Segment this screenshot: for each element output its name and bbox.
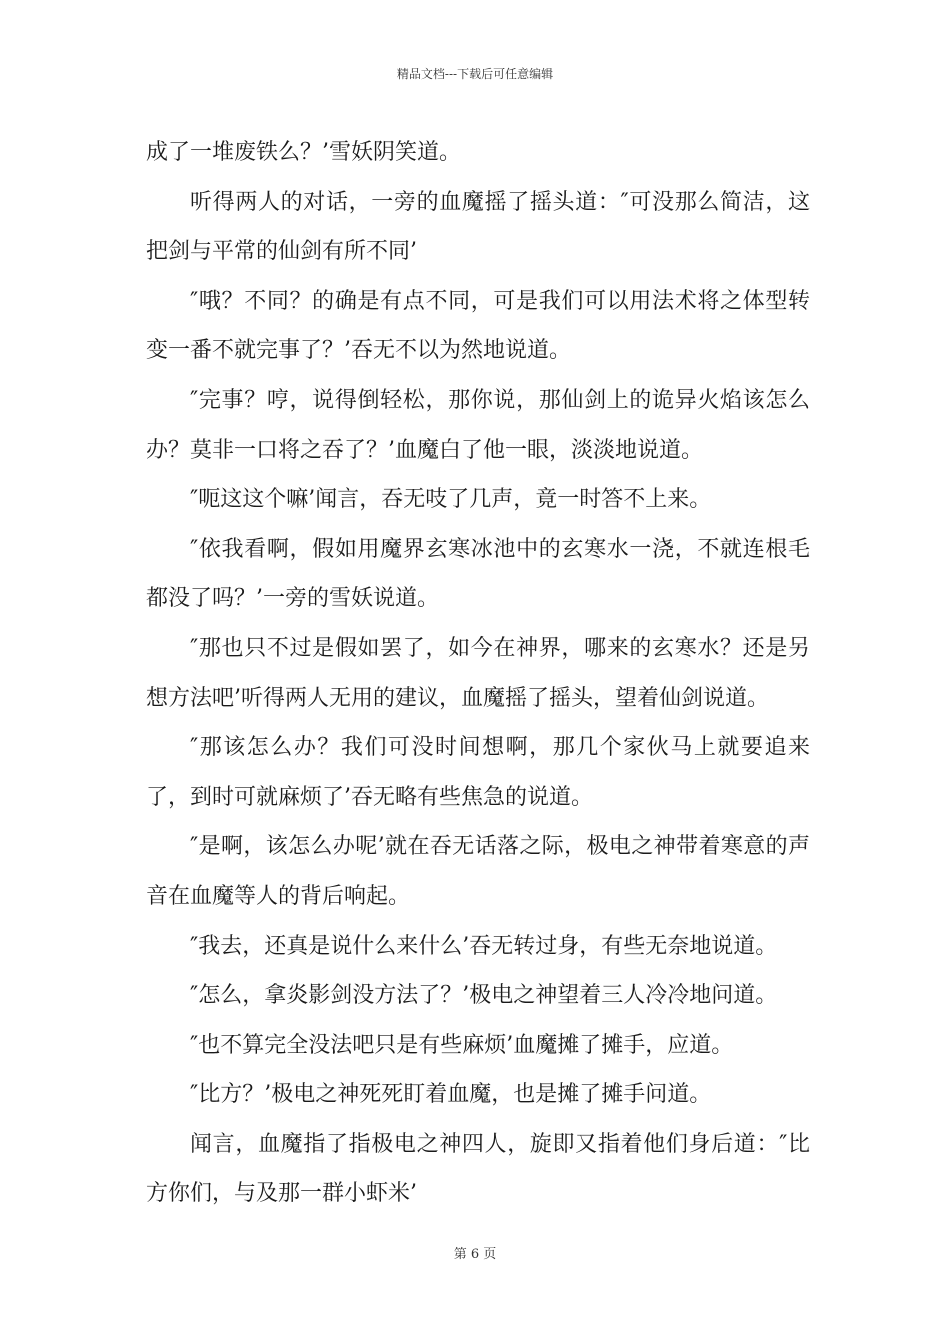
paragraph: 成了一堆废铁么？’雪妖阴笑道。 — [146, 140, 461, 165]
paragraph: ″哦？不同？的确是有点不同，可是我们可以用法术将之体型转变一番不就完事了？’吞无不以为然地说道。 — [146, 288, 810, 364]
paragraph: ″比方？’极电之神死死盯着血魔，也是摊了摊手问道。 — [190, 1082, 712, 1108]
paragraph: ″也不算完全没法吧只是有些麻烦’血魔摊了摊手，应道。 — [190, 1032, 734, 1058]
paragraph: ″呃这这个嘛’闻言，吞无吱了几声，竟一时答不上来。 — [190, 487, 712, 513]
paragraph: ″依我看啊，假如用魔界玄寒冰池中的玄寒水一浇，不就连根毛都没了吗？’一旁的雪妖说道。 — [146, 536, 810, 612]
paragraph: ″我去，还真是说什么来什么’吞无转过身，有些无奈地说道。 — [190, 933, 778, 959]
page-header: 精品文档---下载后可任意编辑 — [396, 67, 554, 81]
paragraph: ″是啊，该怎么办呢’就在吞无话落之际，极电之神带着寒意的声音在血魔等人的背后响起。 — [146, 834, 810, 909]
paragraph: ″那也只不过是假如罢了，如今在神界，哪来的玄寒水？还是另想方法吧’听得两人无用的建议，血魔摇了摇头，望着仙剑说道。 — [146, 635, 810, 711]
paragraph: ″完事？哼，说得倒轻松，那你说，那仙剑上的诡异火焰该怎么办？莫非一口将之吞了？’血魔白了他一眼，淡淡地说道。 — [146, 387, 810, 463]
paragraph: 听得两人的对话，一旁的血魔摇了摇头道：″可没那么简洁，这把剑与平常的仙剑有所不同’ — [146, 189, 810, 265]
paragraph: ″那该怎么办？我们可没时间想啊，那几个家伙马上就要追来了，到时可就麻烦了’吞无略有些焦急的说道。 — [146, 735, 810, 810]
document-body — [146, 128, 810, 1219]
paragraph: 闻言，血魔指了指极电之神四人，旋即又指着他们身后道：″比方你们，与及那一群小虾米’ — [146, 1131, 810, 1207]
page-number: 第 6 页 — [453, 1247, 497, 1262]
paragraph: ″怎么，拿炎影剑没方法了？’极电之神望着三人冷冷地问道。 — [190, 983, 778, 1009]
